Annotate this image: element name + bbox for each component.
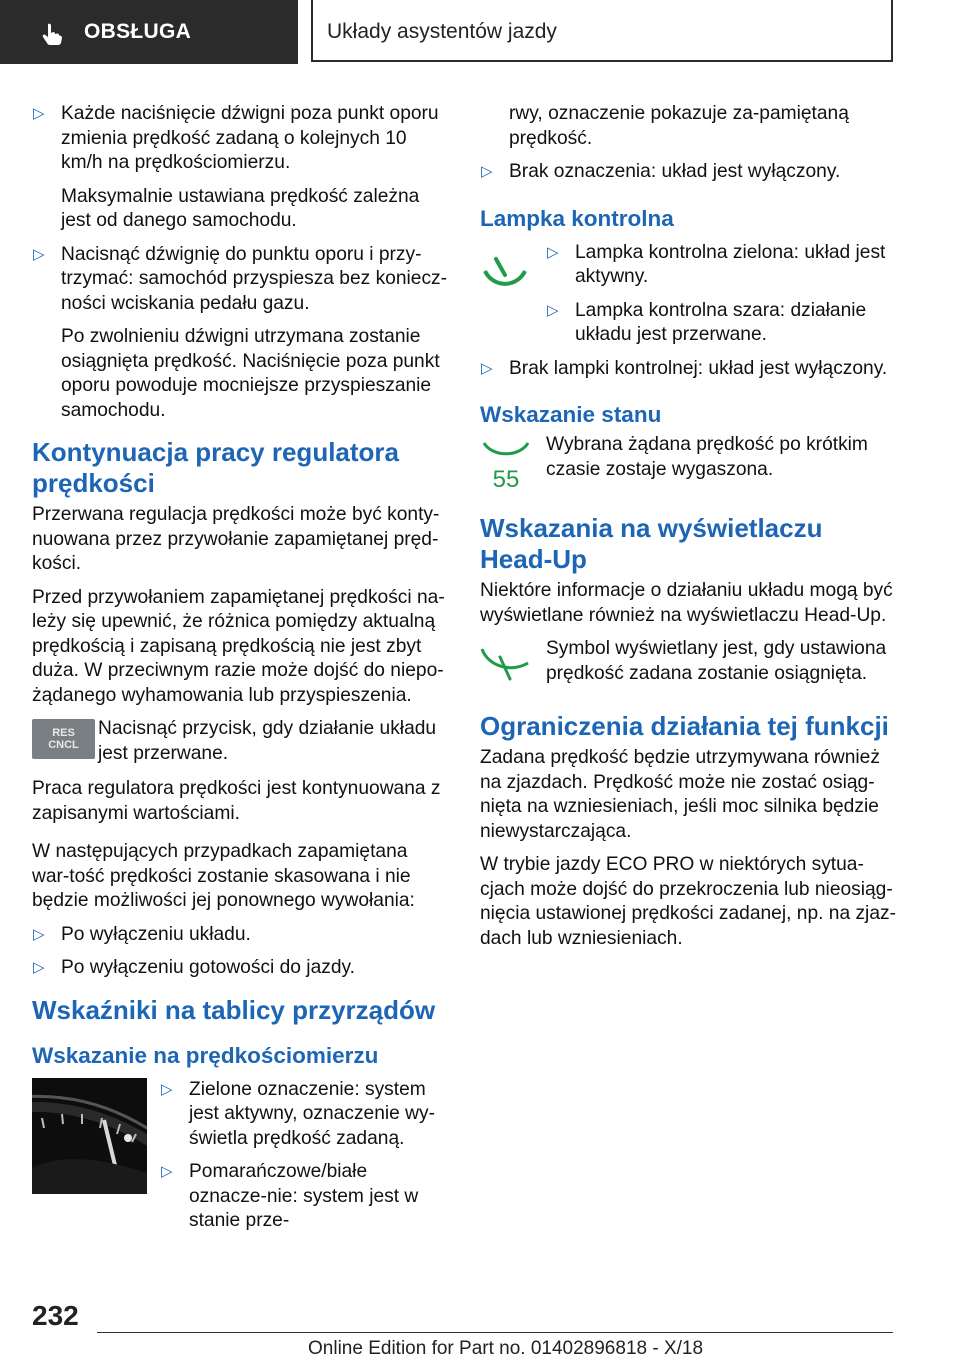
left-column xyxy=(32,102,450,1231)
paragraph: W trybie jazdy ECO PRO w niektórych sytua‐cjach może dojść do przekroczenia lub nieosiąg‐nięcia ustawionej prędkości zadanej, np. na zjaz‐dach lub wzniesieniach. xyxy=(480,854,896,949)
speedometer-row xyxy=(32,1078,450,1231)
bullet-item: ▷ Nacisnąć dźwignię do punktu oporu i przy‐trzymać: samochód przyspiesza bez koniecz‐ności wciskania pedału gazu. xyxy=(33,243,448,314)
bullet-item: ▷ Zielone oznaczenie: system jest aktywny, oznaczenie wy‐świetla prędkość zadaną. xyxy=(161,1078,435,1149)
status-speed-icon xyxy=(480,437,532,491)
bullet-triangle-icon: ▷ xyxy=(481,359,493,377)
heading-limits: Ograniczenia działania tej funkcji xyxy=(480,711,889,741)
bullet-item: ▷ Po wyłączeniu układu. xyxy=(32,923,450,948)
paragraph: Praca regulatora prędkości jest kontynuowana z zapisanymi wartościami. xyxy=(32,778,441,824)
bullet-item: ▷ Brak lampki kontrolnej: układ jest wyłączony. xyxy=(480,357,900,382)
footer-divider xyxy=(97,1332,893,1333)
chapter-box xyxy=(311,0,893,62)
status-row xyxy=(480,433,900,493)
res-text: Nacisnąć przycisk, gdy działanie układu jest przerwane. xyxy=(98,718,437,764)
speedometer-image xyxy=(32,1078,147,1194)
page-header xyxy=(0,0,960,66)
res-cncl-button-icon: RES CNCL xyxy=(32,719,95,759)
bullet-triangle-icon: ▷ xyxy=(547,301,559,319)
svg-text:55: 55 xyxy=(492,466,520,491)
hand-pointer-icon xyxy=(40,22,64,46)
heading-speedometer: Wskazanie na prędkościomierzu xyxy=(32,1042,379,1068)
speedometer-list xyxy=(160,1078,450,1234)
hud-text: Symbol wyświetlany jest, gdy ustawiona prędkość zadana zostanie osiągnięta. xyxy=(546,638,887,684)
bullet-triangle-icon: ▷ xyxy=(161,1080,173,1098)
heading-hud: Wskazania na wyświetlaczu Head-Up xyxy=(480,513,823,574)
bullet-continuation: rwy, oznaczenie pokazuje za‐pamiętaną prędkość. xyxy=(509,103,849,149)
bullet-triangle-icon: ▷ xyxy=(33,925,45,943)
chapter-title: Układy asystentów jazdy xyxy=(327,20,557,43)
paragraph: Przerwana regulacja prędkości może być konty‐nuowana przez przywołanie zapamiętanej pręd‐kości. xyxy=(32,504,440,574)
paragraph: W następujących przypadkach zapamiętana war‐tość prędkości zostanie skasowana i nie będzie możliwości jej ponownego wywołania: xyxy=(32,841,415,911)
status-text: Wybrana żądana prędkość po krótkim czasie zostaje wygaszona. xyxy=(546,434,868,480)
bullet-item: ▷ Lampka kontrolna zielona: układ jest aktywny. xyxy=(547,241,886,287)
paragraph: Przed przywołaniem zapamiętanej prędkości na‐leży się upewnić, że różnica pomiędzy aktualną prędkością i zapisaną prędkością nie jest zbyt duża. W przeciwnym razie może dojść do niepo‐żądanego wyhamowania lub przyspieszenia. xyxy=(32,586,445,706)
section-title: OBSŁUGA xyxy=(84,20,192,43)
bullet-triangle-icon: ▷ xyxy=(33,959,45,976)
lamp-row xyxy=(480,241,900,351)
heading-indicators: Wskaźniki na tablicy przyrządów xyxy=(32,994,436,1025)
bullet-item: ▷ Każde naciśnięcie dźwigni poza punkt oporu zmienia prędkość zadaną o kolejnych 10 km/h na prędkościomierzu. xyxy=(33,103,439,173)
heading-status: Wskazanie stanu xyxy=(480,402,662,427)
paragraph: Niektóre informacje o działaniu układu mogą być wyświetlane również na wyświetlaczu Head-Up. xyxy=(480,580,893,626)
bullet-triangle-icon: ▷ xyxy=(547,243,559,261)
bullet-triangle-icon: ▷ xyxy=(481,163,493,180)
bullet-triangle-icon: ▷ xyxy=(33,105,45,122)
bullet-item: ▷ Lampka kontrolna szara: działanie układu jest przerwane. xyxy=(547,299,867,345)
bullet-triangle-icon: ▷ xyxy=(33,245,45,263)
heading-continue: Kontynuacja pracy regulatora prędkości xyxy=(32,437,399,498)
right-column xyxy=(480,102,900,960)
speedometer-needle-icon xyxy=(32,1078,147,1194)
heading-lamp: Lampka kontrolna xyxy=(480,205,674,231)
cruise-lamp-icon xyxy=(480,249,530,299)
hud-row xyxy=(480,637,900,693)
bullet-item: ▷ Pomarańczowe/białe oznacze‐nie: system jest w stanie prze- xyxy=(161,1161,419,1231)
hud-symbol-icon xyxy=(480,641,530,689)
footer-edition: Online Edition for Part no. 01402896818 - X/18 xyxy=(308,1338,704,1359)
page-number: 232 xyxy=(32,1300,79,1331)
bullet-item: ▷ Po wyłączeniu gotowości do jazdy. xyxy=(32,956,450,981)
bullet-item: ▷ Brak oznaczenia: układ jest wyłączony. xyxy=(480,160,900,185)
paragraph: Zadana prędkość będzie utrzymywana również na zjazdach. Prędkość może nie zostać osiąg‐nięta na wzniesieniach, jeśli moc silnika będzie niewystarczająca. xyxy=(480,747,880,842)
bullet-subtext: Maksymalnie ustawiana prędkość zależna jest od danego samochodu. xyxy=(61,185,420,231)
bullet-triangle-icon: ▷ xyxy=(161,1163,173,1180)
bullet-subtext: Po zwolnieniu dźwigni utrzymana zostanie osiągnięta prędkość. Naciśnięcie poza punkt oporu powoduje mocniejsze przyspieszanie samochodu. xyxy=(61,326,440,421)
section-tab xyxy=(0,0,298,64)
res-row xyxy=(32,717,450,771)
